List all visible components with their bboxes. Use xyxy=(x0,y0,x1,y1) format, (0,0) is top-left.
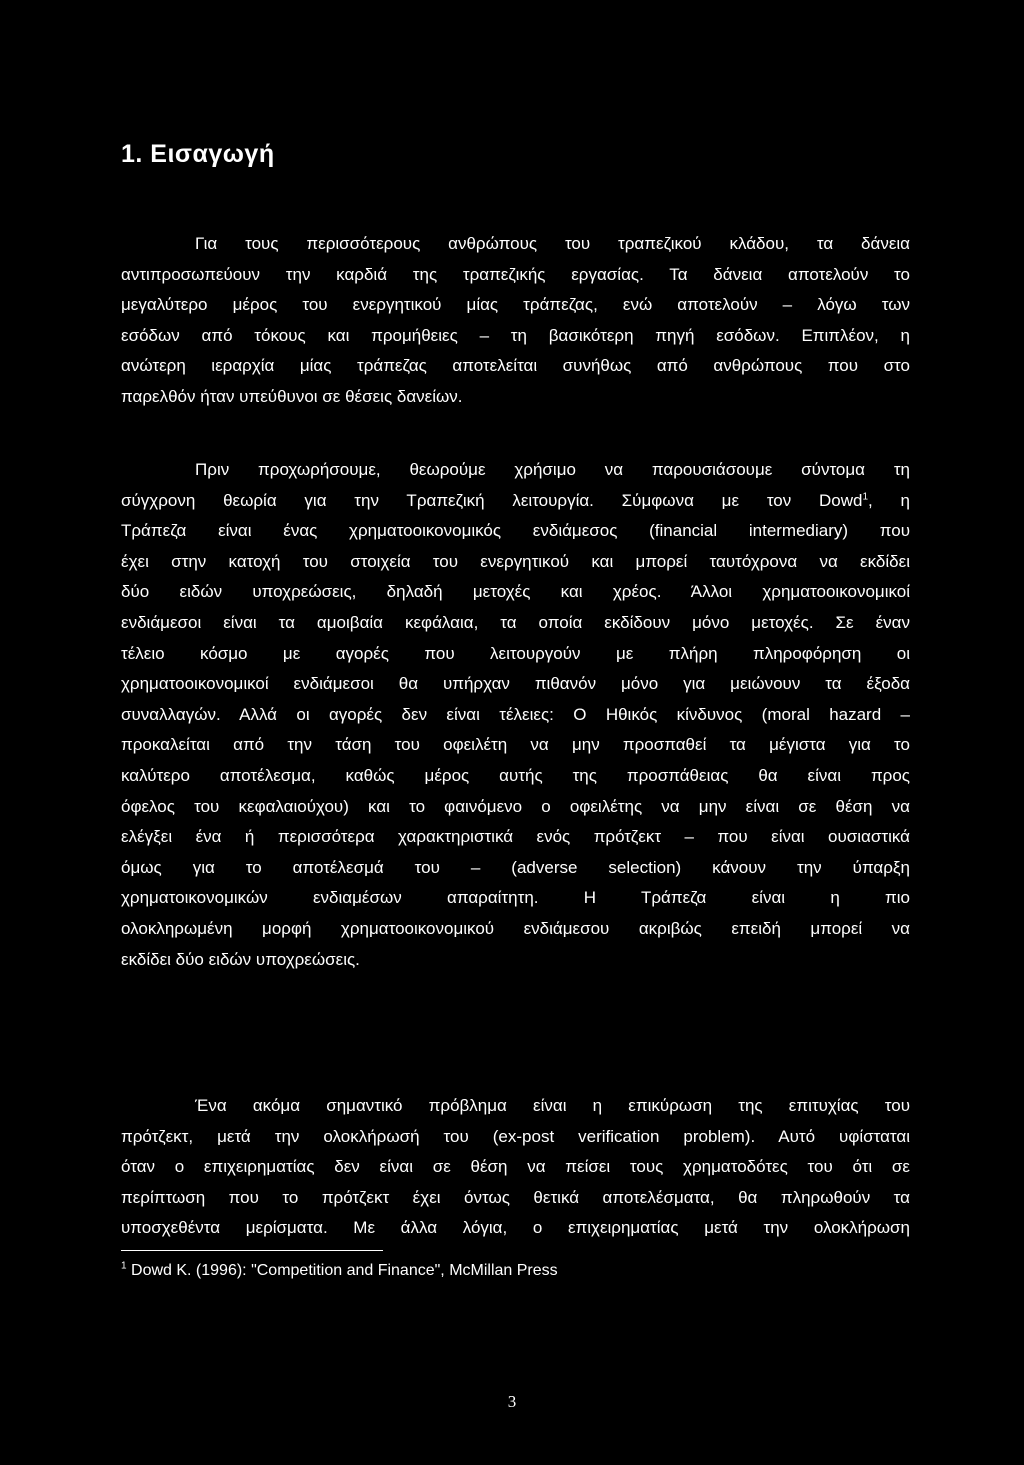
text-line: προκαλείται από την τάση του οφειλέτη να μην προσπαθεί τα μέγιστα για το xyxy=(121,735,910,755)
text-line: έχει στην κατοχή του στοιχεία του ενεργητικού και μπορεί ταυτόχρονα να εκδίδει xyxy=(121,551,910,571)
paragraph-2 xyxy=(121,455,910,975)
text-line: Ένα ακόμα σημαντικό πρόβλημα είναι η επικύρωση της επιτυχίας του xyxy=(195,1096,910,1115)
text-line: ανώτερη ιεραρχία μίας τράπεζας αποτελείται συνήθως από ανθρώπους που στο xyxy=(121,356,910,376)
footnote xyxy=(121,1262,558,1280)
text-line: ενδιάμεσοι είναι τα αμοιβαία κεφάλαια, τα οποία εκδίδουν μόνο μετοχές. Σε έναν xyxy=(121,612,910,632)
text-line-with-footnote xyxy=(121,486,910,517)
text-line: Πριν προχωρήσουμε, θεωρούμε χρήσιμο να παρουσιάσουμε σύντομα τη xyxy=(195,460,910,479)
text-line: μεγαλύτερο μέρος του ενεργητικού μίας τράπεζας, ενώ αποτελούν – λόγω των xyxy=(121,295,910,315)
text-line: πρότζεκτ, μετά την ολοκλήρωσή του (ex-post verification problem). Αυτό υφίσταται xyxy=(121,1126,910,1146)
text-line: εσόδων από τόκους και προμήθειες – τη βασικότερη πηγή εσόδων. Επιπλέον, η xyxy=(121,325,910,345)
text-segment: σύγχρονη θεωρία για την Τραπεζική λειτουργία. Σύμφωνα με τον Dowd xyxy=(121,490,863,510)
text-line: παρελθόν ήταν υπεύθυνοι σε θέσεις δανείων. xyxy=(121,386,463,406)
paragraph-3 xyxy=(121,1091,910,1244)
text-line: Για τους περισσότερους ανθρώπους του τραπεζικού κλάδου, τα δάνεια xyxy=(195,234,910,253)
text-line: όφελος του κεφαλαιούχου) και το φαινόμενο ο οφειλέτης να μην είναι σε θέση να xyxy=(121,796,910,816)
text-line: συναλλαγών. Αλλά οι αγορές δεν είναι τέλειες: Ο Ηθικός κίνδυνος (moral hazard – xyxy=(121,704,910,724)
footnote-marker: 1 xyxy=(121,1260,127,1272)
footnote-text: Dowd K. (1996): "Competition and Finance", McMillan Press xyxy=(126,1262,558,1279)
text-line: ολοκληρωμένη μορφή χρηματοοικονομικού ενδιάμεσου ακριβώς επειδή μπορεί να xyxy=(121,918,910,938)
footnote-separator xyxy=(121,1250,383,1251)
text-line: περίπτωση που το πρότζεκτ έχει όντως θετικά αποτελέσματα, θα πληρωθούν τα xyxy=(121,1187,910,1207)
text-line: Τράπεζα είναι ένας χρηματοοικονομικός ενδιάμεσος (financial intermediary) που xyxy=(121,521,910,541)
text-line: τέλειο κόσμο με αγορές που λειτουργούν με πλήρη πληροφόρηση οι xyxy=(121,643,910,663)
page-number: 3 xyxy=(507,1392,517,1411)
paragraph-1 xyxy=(121,229,910,413)
text-line: καλύτερο αποτέλεσμα, καθώς μέρος αυτής της προσπάθειας θα είναι προς xyxy=(121,765,910,785)
text-line: αντιπροσωπεύουν την καρδιά της τραπεζικής εργασίας. Τα δάνεια αποτελούν το xyxy=(121,264,910,284)
text-line: ελέγξει ένα ή περισσότερα χαρακτηριστικά ενός πρότζεκτ – που είναι ουσιαστικά xyxy=(121,827,910,847)
text-line: χρηματοικονομικών ενδιαμέσων απαραίτητη. Η Τράπεζα είναι η πιο xyxy=(121,888,910,908)
footnote-reference: 1 xyxy=(862,490,869,502)
text-line: όταν ο επιχειρηματίας δεν είναι σε θέση να πείσει τους χρηματοδότες του ότι σε xyxy=(121,1157,910,1177)
text-line: όμως για το αποτέλεσμά του – (adverse selection) κάνουν την ύπαρξη xyxy=(121,857,910,877)
text-line: χρηματοοικονομικοί ενδιάμεσοι θα υπήρχαν πιθανόν μόνο για μειώνουν τα έξοδα xyxy=(121,674,910,694)
text-line: υποσχεθέντα μερίσματα. Με άλλα λόγια, ο επιχειρηματίας μετά την ολοκλήρωση xyxy=(121,1218,910,1238)
text-line: εκδίδει δύο ειδών υποχρεώσεις. xyxy=(121,949,360,969)
text-segment: , η xyxy=(868,490,910,510)
section-heading: 1. Εισαγωγή xyxy=(121,140,275,168)
text-line: δύο ειδών υποχρεώσεις, δηλαδή μετοχές και χρέος. Άλλοι χρηματοοικονομικοί xyxy=(121,582,910,602)
